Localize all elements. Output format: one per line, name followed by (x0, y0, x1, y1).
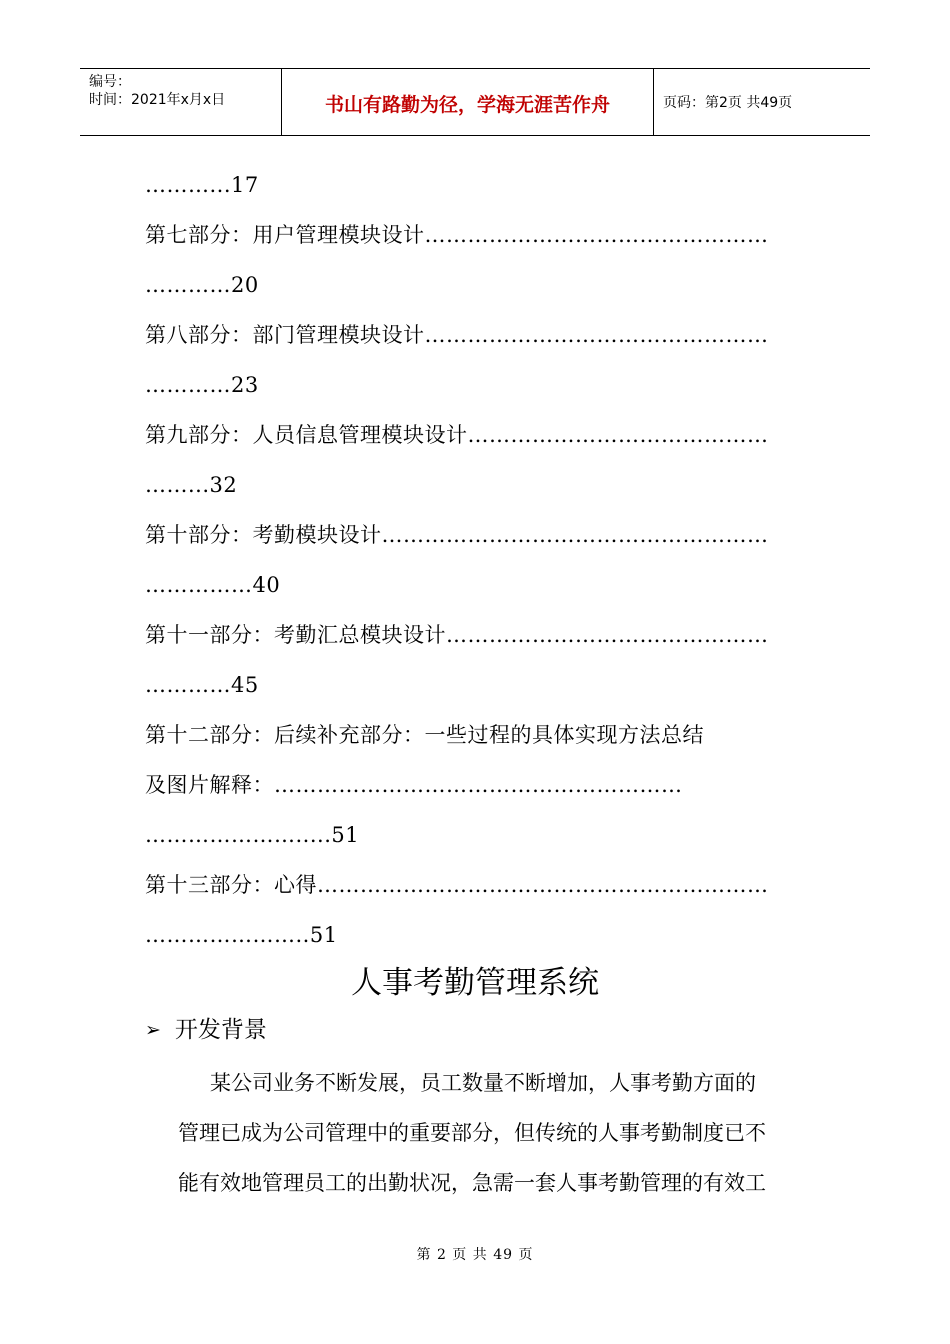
toc-line: 第十三部分：心得……………………………………………………… (145, 873, 769, 897)
toc-line: …………20 (145, 273, 259, 297)
header-table (80, 68, 870, 136)
toc-line: ………...17 (145, 173, 259, 197)
toc-line: 第九部分：人员信息管理模块设计…………………………………… (145, 423, 769, 447)
toc-line: ……...32 (145, 473, 238, 497)
paragraph-line: 管理已成为公司管理中的重要部分，但传统的人事考勤制度已不 (178, 1121, 766, 1145)
table-of-contents (145, 160, 810, 960)
paragraph-line: 能有效地管理员工的出勤状况，急需一套人事考勤管理的有效工 (178, 1171, 766, 1195)
toc-line: 第十部分：考勤模块设计……………………………………………… (145, 523, 769, 547)
section-heading (145, 1008, 267, 1052)
paragraph-line: 某公司业务不断发展，员工数量不断增加，人事考勤方面的 (210, 1071, 756, 1095)
toc-line: 第八部分：部门管理模块设计………………………………………… (145, 323, 769, 347)
toc-line: 第七部分：用户管理模块设计………………………………………… (145, 223, 769, 247)
toc-line: 第十一部分：考勤汇总模块设计……………………………………… (145, 623, 769, 647)
number-label: 编号： (89, 74, 131, 90)
toc-line: …………………..51 (145, 923, 338, 947)
toc-line: 及图片解释：………………………………………………… (145, 773, 683, 797)
header-page-code: 页码：第2页 共49页 (663, 95, 793, 111)
time-label: 时间：2021年x月x日 (89, 92, 226, 108)
arrow-bullet-icon: ➢ (145, 1019, 161, 1041)
toc-line: …………23 (145, 373, 259, 397)
body-paragraph (178, 1058, 808, 1208)
section-heading-text: 开发背景 (174, 1017, 267, 1043)
toc-line: ………………….....51 (145, 823, 360, 847)
document-title: 人事考勤管理系统 (351, 965, 599, 1001)
header-meta (80, 69, 282, 135)
toc-line: …………45 (145, 673, 259, 697)
toc-line: ……………40 (145, 573, 281, 597)
toc-line: 第十二部分：后续补充部分：一些过程的具体实现方法总结 (145, 723, 704, 747)
header-motto: 书山有路勤为径，学海无涯苦作舟 (282, 69, 654, 135)
page-footer: 第 2 页 共 49 页 (416, 1247, 534, 1263)
